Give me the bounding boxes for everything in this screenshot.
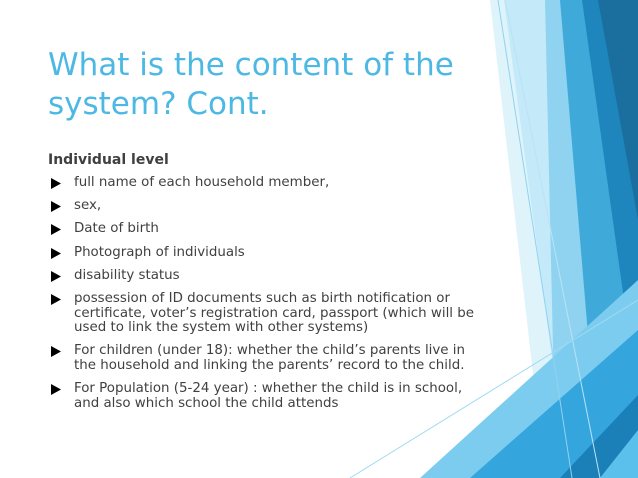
triangle-right-icon <box>51 178 61 189</box>
slide-title: What is the content of the system? Cont. <box>48 47 454 122</box>
triangle-right-icon <box>51 384 61 395</box>
triangle-right-icon <box>51 346 61 357</box>
list-item <box>50 246 490 261</box>
bullet-list <box>50 176 490 420</box>
list-item-text: full name of each household member, <box>74 175 330 190</box>
triangle-right-icon <box>51 201 61 212</box>
list-item-text: For children (under 18): whether the child’s parents live in the household and linking the parents’ record to the child. <box>74 343 466 373</box>
list-item-text: disability status <box>74 267 180 283</box>
list-item <box>50 292 490 336</box>
list-item-text: possession of ID documents such as birth notification or certificate, voter’s registration card, passport (which will be used to link the system with other systems) <box>74 290 475 336</box>
triangle-right-icon <box>51 248 61 259</box>
triangle-right-icon <box>51 224 61 235</box>
list-item <box>50 269 490 284</box>
triangle-right-icon <box>51 294 61 305</box>
list-item-text: Date of birth <box>74 221 159 237</box>
list-item-text: Photograph of individuals <box>74 244 245 260</box>
triangle-right-icon <box>51 271 61 282</box>
list-item <box>50 344 490 373</box>
list-item <box>50 176 490 191</box>
list-item <box>50 199 490 214</box>
list-item <box>50 382 490 411</box>
list-item-text: sex, <box>74 198 102 214</box>
section-subheading: Individual level <box>48 152 169 168</box>
list-item-text: For Population (5-24 year) : whether the child is in school, and also which school the child attends <box>74 381 463 411</box>
list-item <box>50 222 490 237</box>
